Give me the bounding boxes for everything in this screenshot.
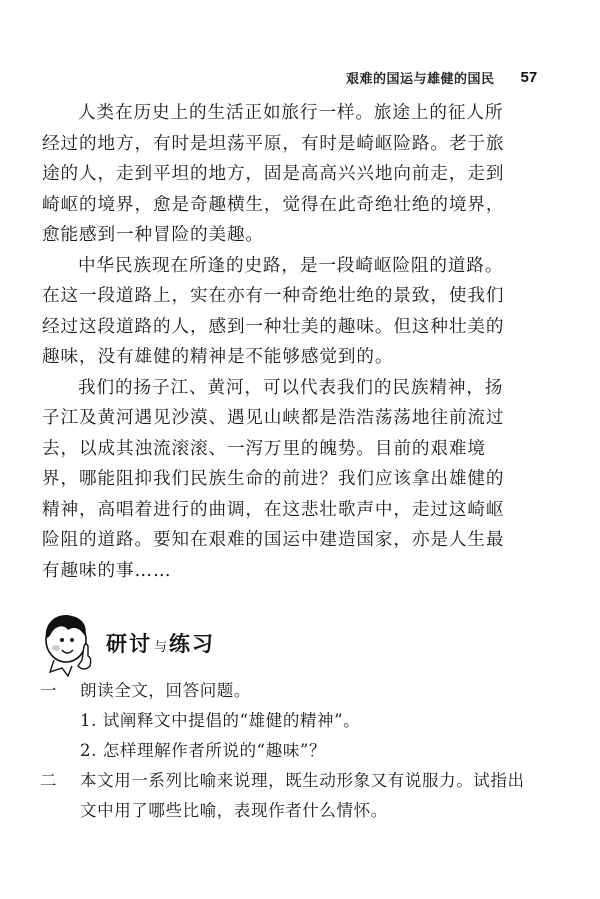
question-number: 一 <box>40 681 58 700</box>
title-part2: 练习 <box>169 632 216 656</box>
sub-question <box>40 706 540 736</box>
cartoon-boy-icon <box>38 610 100 678</box>
paragraph-3 <box>42 373 534 587</box>
text-line: 经过的地方，有时是坦荡平原，有时是崎岖险路。老于旅 <box>42 133 505 154</box>
exercise-title <box>106 628 215 658</box>
question-2 <box>40 766 540 796</box>
question-number: 二 <box>40 771 58 790</box>
text-line: 在这一段道路上，实在亦有一种奇绝壮绝的景致，使我们 <box>42 286 505 306</box>
text-line: 险阻的道路。要知在艰难的国运中建造国家，亦是人生最 <box>42 530 505 550</box>
text-line: 精神，高唱着进行的曲调，在这悲壮歌声中，走过这崎岖 <box>42 499 505 520</box>
text-line: 子江及黄河遇见沙漠、遇见山峡都是浩浩荡荡地往前流过 <box>42 408 505 428</box>
title-conj: 与 <box>154 640 168 655</box>
text-line: 我们的扬子江、黄河，可以代表我们的民族精神，扬 <box>78 377 504 398</box>
text-line: 去，以成其浊流滚滚、一泻万里的魄势。目前的艰难境 <box>42 438 486 459</box>
text-line: 界，哪能阻抑我们民族生命的前进？我们应该拿出雄健的 <box>42 469 505 489</box>
sub-question-text: 1. 试阐释文中提倡的“雄健的精神”。 <box>80 711 361 730</box>
exercise-questions <box>40 676 540 826</box>
paragraph-2 <box>42 251 534 373</box>
text-line: 途的人，走到平坦的地方，固是高高兴兴地向前走，走到 <box>42 164 505 184</box>
title-part1: 研讨 <box>106 632 152 656</box>
question-text: 朗读全文，回答问题。 <box>80 681 251 700</box>
text-line: 人类在历史上的生活正如旅行一样。旅途上的征人所 <box>78 103 504 123</box>
text-line: 中华民族现在所逢的史路，是一段崎岖险阻的道路。 <box>78 255 504 276</box>
text-line: 有趣味的事…… <box>42 560 172 581</box>
text-line: 经过这段道路的人，感到一种壮美的趣味。但这种壮美的 <box>42 316 505 337</box>
text-line: 趣味，没有雄健的精神是不能够感觉到的。 <box>42 347 394 367</box>
page-number: 57 <box>520 68 538 86</box>
question-continuation <box>40 796 540 826</box>
running-header <box>346 66 546 88</box>
text-line: 崎岖的境界，愈是奇趣横生，觉得在此奇绝壮绝的境界， <box>42 194 505 215</box>
text-line: 愈能感到一种冒险的美趣。 <box>42 225 264 245</box>
exercise-section-header <box>38 610 338 680</box>
sub-question-text: 2. 怎样理解作者所说的“趣味”？ <box>80 741 327 760</box>
question-1 <box>40 676 540 706</box>
paragraph-1 <box>42 98 534 251</box>
sub-question <box>40 736 540 766</box>
article-body <box>42 98 534 586</box>
question-text: 本文用一系列比喻来说理，既生动形象又有说服力。试指出 <box>80 771 525 790</box>
question-text: 文中用了哪些比喻，表现作者什么情怀。 <box>80 801 388 820</box>
running-title: 艰难的国运与雄健的国民 <box>346 71 495 87</box>
